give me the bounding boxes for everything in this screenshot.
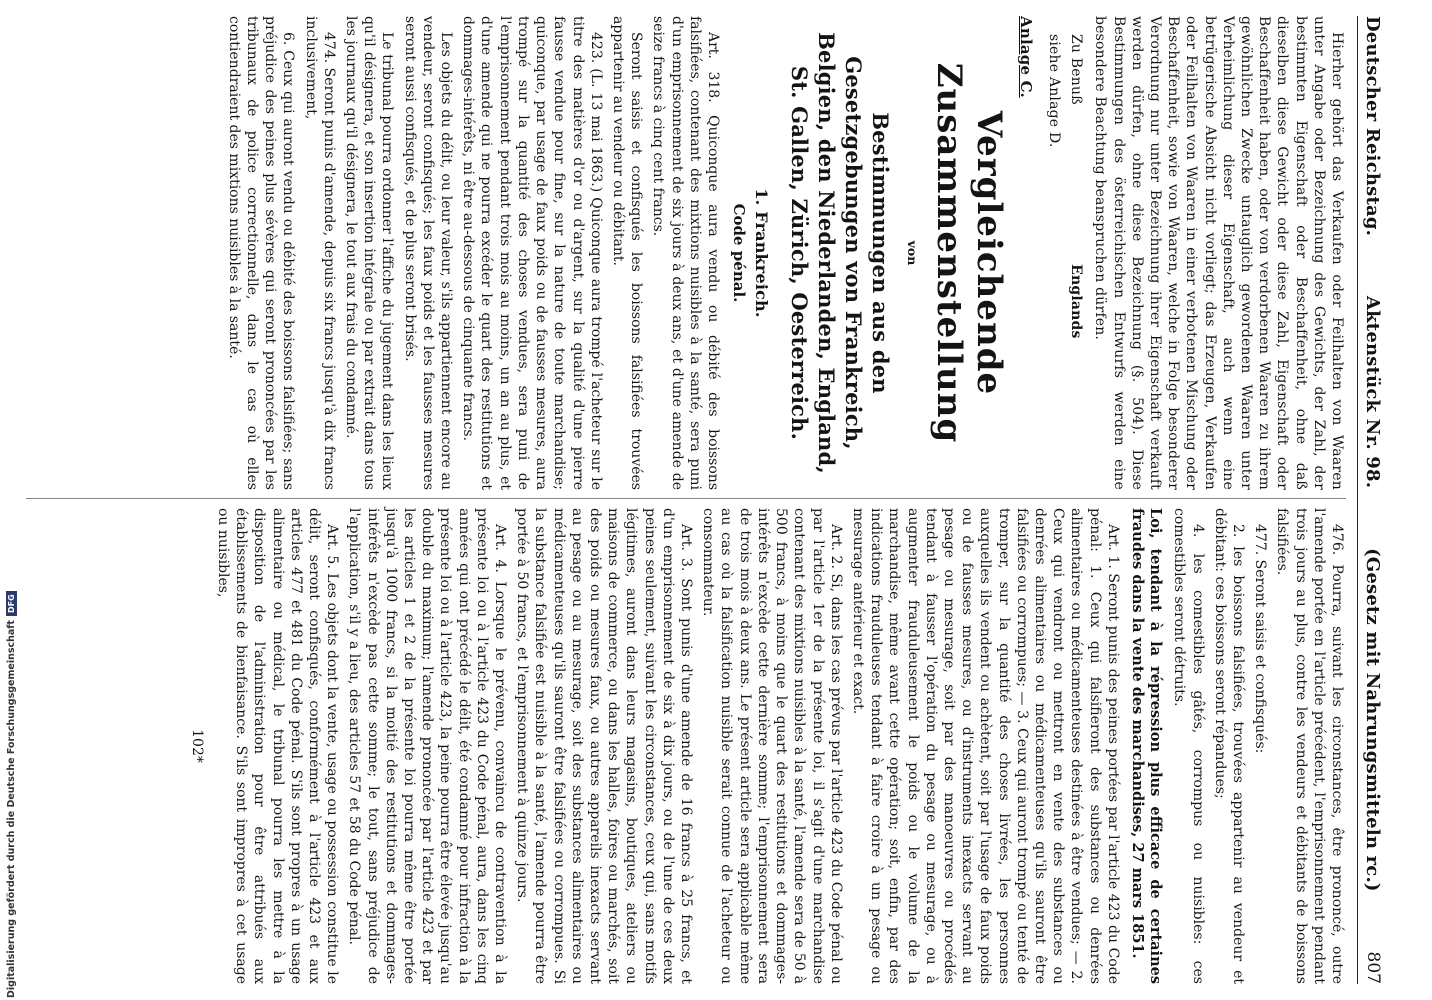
law-title: Loi, tendant à la répression plus efficace de certaines fraudes dans la vente des marchandises, 27 mars 1851. <box>1128 508 1165 984</box>
left-paragraph: Seront saisis et confisqués les boissons falsifiées trouvées appartenir au vendeur ou débitant. <box>609 16 645 490</box>
anlage-label: Anlage C. <box>1016 16 1035 98</box>
left-paragraph: Art. 318. Quiconque aura vendu ou débité des boissons falsifiées, contenant des mixtions nuisibles à la santé, sera puni d'un emprisonnement de six jours à deux ans, et d'une amende de seize francs à cinq cent francs. <box>650 16 721 490</box>
code-heading: Code pénal. <box>730 203 749 303</box>
zu-line-left: Zu Benuß <box>1068 34 1085 105</box>
right-paragraph: Art. 1. Seront punis des peines portées par l'article 423 du Code pénal: 1. Ceux qui falsifieront des substances ou denrées alimentaires ou médicamenteuses destinées à être vendues; — 2. Ceux qui vendront ou mettront en vente des substances ou denrées alimentaires ou médicamenteuses qu'ils sauront être falsifiées ou corrompues; — 3. Ceux qui auront trompé ou tenté de tromper, sur la quantité des choses livrées, les personnes auxquelles ils vendent ou achètent, soit par l'usage de faux poids ou de fausses mesures, ou d'instruments inexacts servant au pesage ou mesurage, soit par des manoeuvres ou procédés tendant à fausser l'opération du pesage ou mesurage, ou à augmenter frauduleusement le poids ou le volume de la marchandise, même avant cette opération; soit, enfin, par des indications frauduleuses tendant à faire croire à un pesage ou mesurage antérieur et exact. <box>849 508 1121 984</box>
right-paragraph: Art. 5. Les objets dont la vente, usage ou possession constitue le délit, seront confisqués, conformément à l'article 423 et aux articles 477 et 481 du Code pénal. S'ils sont propres à un usage alimentaire ou médical, le tribunal pourra les mettre à la disposition de l'administration pour être attribués aux établissements de bienfaisance. S'ils sont impropres à cet usage ou nuisibles, <box>215 508 341 984</box>
intro-paragraph: Hierher gehört das Verkaufen oder Feilhalten von Waaren unter Angabe oder Bezeichnung des Gewichts, der Zahl, der bestimmten Eigenschaft oder Beschaffenheit, ohne daß dieselben diese Gewicht oder diese Zahl, Eigenschaft oder Beschaffenheit haben, oder von verdorbenen Waaren zu ihrem gewöhnlichen Zwecke untauglich gewordenen Waaren unter Verheimlichung dieser Eigenschaft, auch wenn eine betrügerische Absicht nicht vorliegt; das Erzeugen, Verkaufen oder Feilhalten von Waaren in einer verbotenen Mischung oder Beschaffenheit, sowie von Waaren, welche in Folge besonderer Verordnung nur unter Bezeichnung ihrer Eigenschaft verkauft werden dürfen, ohne diese Bezeichnung (§. 504). Diese Bestimmungen des österreichischen Entwurfs werden eine besondere Beachtung beanspruchen dürfen. <box>1092 16 1345 490</box>
left-column <box>221 16 1346 490</box>
right-column <box>184 508 1346 984</box>
page-number: 807 <box>1363 951 1383 984</box>
credit-text: Digitalisierung gefördert durch die Deutsche Forschungsgemeinschaft <box>6 620 17 998</box>
right-paragraph: Art. 2. Si, dans les cas prévus par l'article 423 du Code pénal ou par l'article 1er de la présente loi, il s'agit d'une marchandise contenant des mixtions nuisibles à la santé, l'amende sera de 50 à 500 francs, à moins que le quart des restitutions et dommages-intérêts n'excède cette dernière somme; l'emprisonnement sera de trois mois à deux ans. Le présent article sera applicable même au cas où la falsification nuisible serait connue de l'acheteur ou consommateur. <box>700 508 844 984</box>
right-paragraph-top: 477. Seront saisis et confisqués: <box>1252 524 1269 754</box>
zu-line <box>1067 16 1085 490</box>
signature-mark: 102* <box>188 729 205 763</box>
document-page <box>6 4 1394 996</box>
main-title: Vergleichende Zusammenstellung <box>928 62 1009 444</box>
right-paragraph-top: 2. les boissons falsifiées, trouvées appartenir au vendeur et débitant: ces boissons seront répandues; <box>1211 508 1246 984</box>
header-right-title: (Gesetz mit Nahrungsmitteln rc.) <box>1362 548 1384 892</box>
left-paragraph: Les objets du délit, ou leur valeur, s'ils appartiennent encore au vendeur, seront confisqués; les faux poids et les fausses mesures seront aussi confisqués, et de plus seront brisés. <box>401 16 455 490</box>
subtitle: Bestimmungen aus den Gesetzgebungen von Frankreich, Belgien, den Niederlanden, England, St. Gallen, Zürich, Oesterreich. <box>787 32 894 474</box>
right-paragraph-top: 4. les comestibles gâtés, corrompus ou nuisibles: ces comestibles seront détruits. <box>1171 508 1206 984</box>
header-center: Aktenstück Nr. 98. <box>1362 295 1384 489</box>
left-paragraph: 474. Seront punis d'amende, depuis six francs jusqu'à dix francs inclusivement, <box>302 16 337 490</box>
dfg-logo: DFG <box>6 591 17 616</box>
running-head <box>1357 16 1388 984</box>
section-heading: 1. Frankreich. <box>752 188 772 318</box>
left-paragraph: 6. Ceux qui auront vendu ou débité des boissons falsifiées; sans préjudice des peines plus sévères qui seront prononcées par les tribunaux de police correctionnelle, dans le cas où elles contiendraient des mixtions nuisibles à la santé. <box>225 16 297 490</box>
digitization-credit <box>6 591 17 998</box>
header-left: Deutscher Reichstag. <box>1362 16 1384 237</box>
left-paragraph: 423. (L. 13 mai 1863.) Quiconque aura trompé l'acheteur sur le titre des matières d'or ou d'argent, sur la qualité d'une pierre fausse vendue pour fine, sur la nature de toute marchandise; quiconque, par usage de faux poids ou de fausses mesures, aura trompé sur la quantité des choses vendues, sera puni de l'emprisonnement pendant trois mois au moins, un an au plus, et d'une amende qui ne pourra excéder le quart des restitutions et dommages-intérêts, ni être au-dessous de cinquante francs. <box>460 16 604 490</box>
right-paragraph: Art. 4. Lorsque le prévenu, convaincu de contravention à la présente loi ou à l'article 423 du Code pénal, aura, dans les cinq années qui ont précédé le délit, été condamné pour infraction à la présente loi ou à l'article 423, la peine pourra être élevée jusqu'au double du maximum; l'amende prononcée par l'article 423 et par les articles 1 et 2 de la présente loi pourra même être portée jusqu'à 1000 francs, si la moitié des restitutions et dommages-intérêts n'excède pas cette somme; le tout, sans préjudice de l'application, s'il y a lieu, des articles 57 et 58 du Code pénal. <box>346 508 509 984</box>
right-paragraph: Art. 3. Sont punis d'une amende de 16 francs à 25 francs, et d'un emprisonnement de six à dix jours, ou de l'une de ces deux peines seulement, suivant les circonstances, ceux qui, sans motifs légitimes, auront dans leurs magasins, boutiques, ateliers ou maisons de commerce, ou dans les halles, foires ou marchés, soit des poids ou mesures faux, ou autres appareils inexacts servant au pesage ou au mesurage, soit des substances alimentaires ou médicamenteuses qu'ils sauront être falsifiées ou corrompues. Si la substance falsifiée est nuisible à la santé, l'amende pourra être portée à 50 francs, et l'emprisonnement à quinze jours. <box>514 508 695 984</box>
column-divider <box>26 498 1346 499</box>
zu-line-right: Englands <box>1068 264 1085 339</box>
right-paragraph-top: 476. Pourra, suivant les circonstances, être prononcé, outre l'amende portée en l'article précédent, l'emprisonnement pendant trois jours au plus, contre les vendeurs et débitants de boissons falsifiées. <box>1274 508 1345 984</box>
left-paragraph: Le tribunal pourra ordonner l'affiche du jugement dans les lieux qu'il désignera, et son insertion intégrale ou par extrait dans tous les journaux qu'il désignera, le tout aux frais du condamné. <box>343 16 396 490</box>
siehe-line: siehe Anlage D. <box>1045 34 1062 148</box>
von-line: von <box>904 240 920 266</box>
